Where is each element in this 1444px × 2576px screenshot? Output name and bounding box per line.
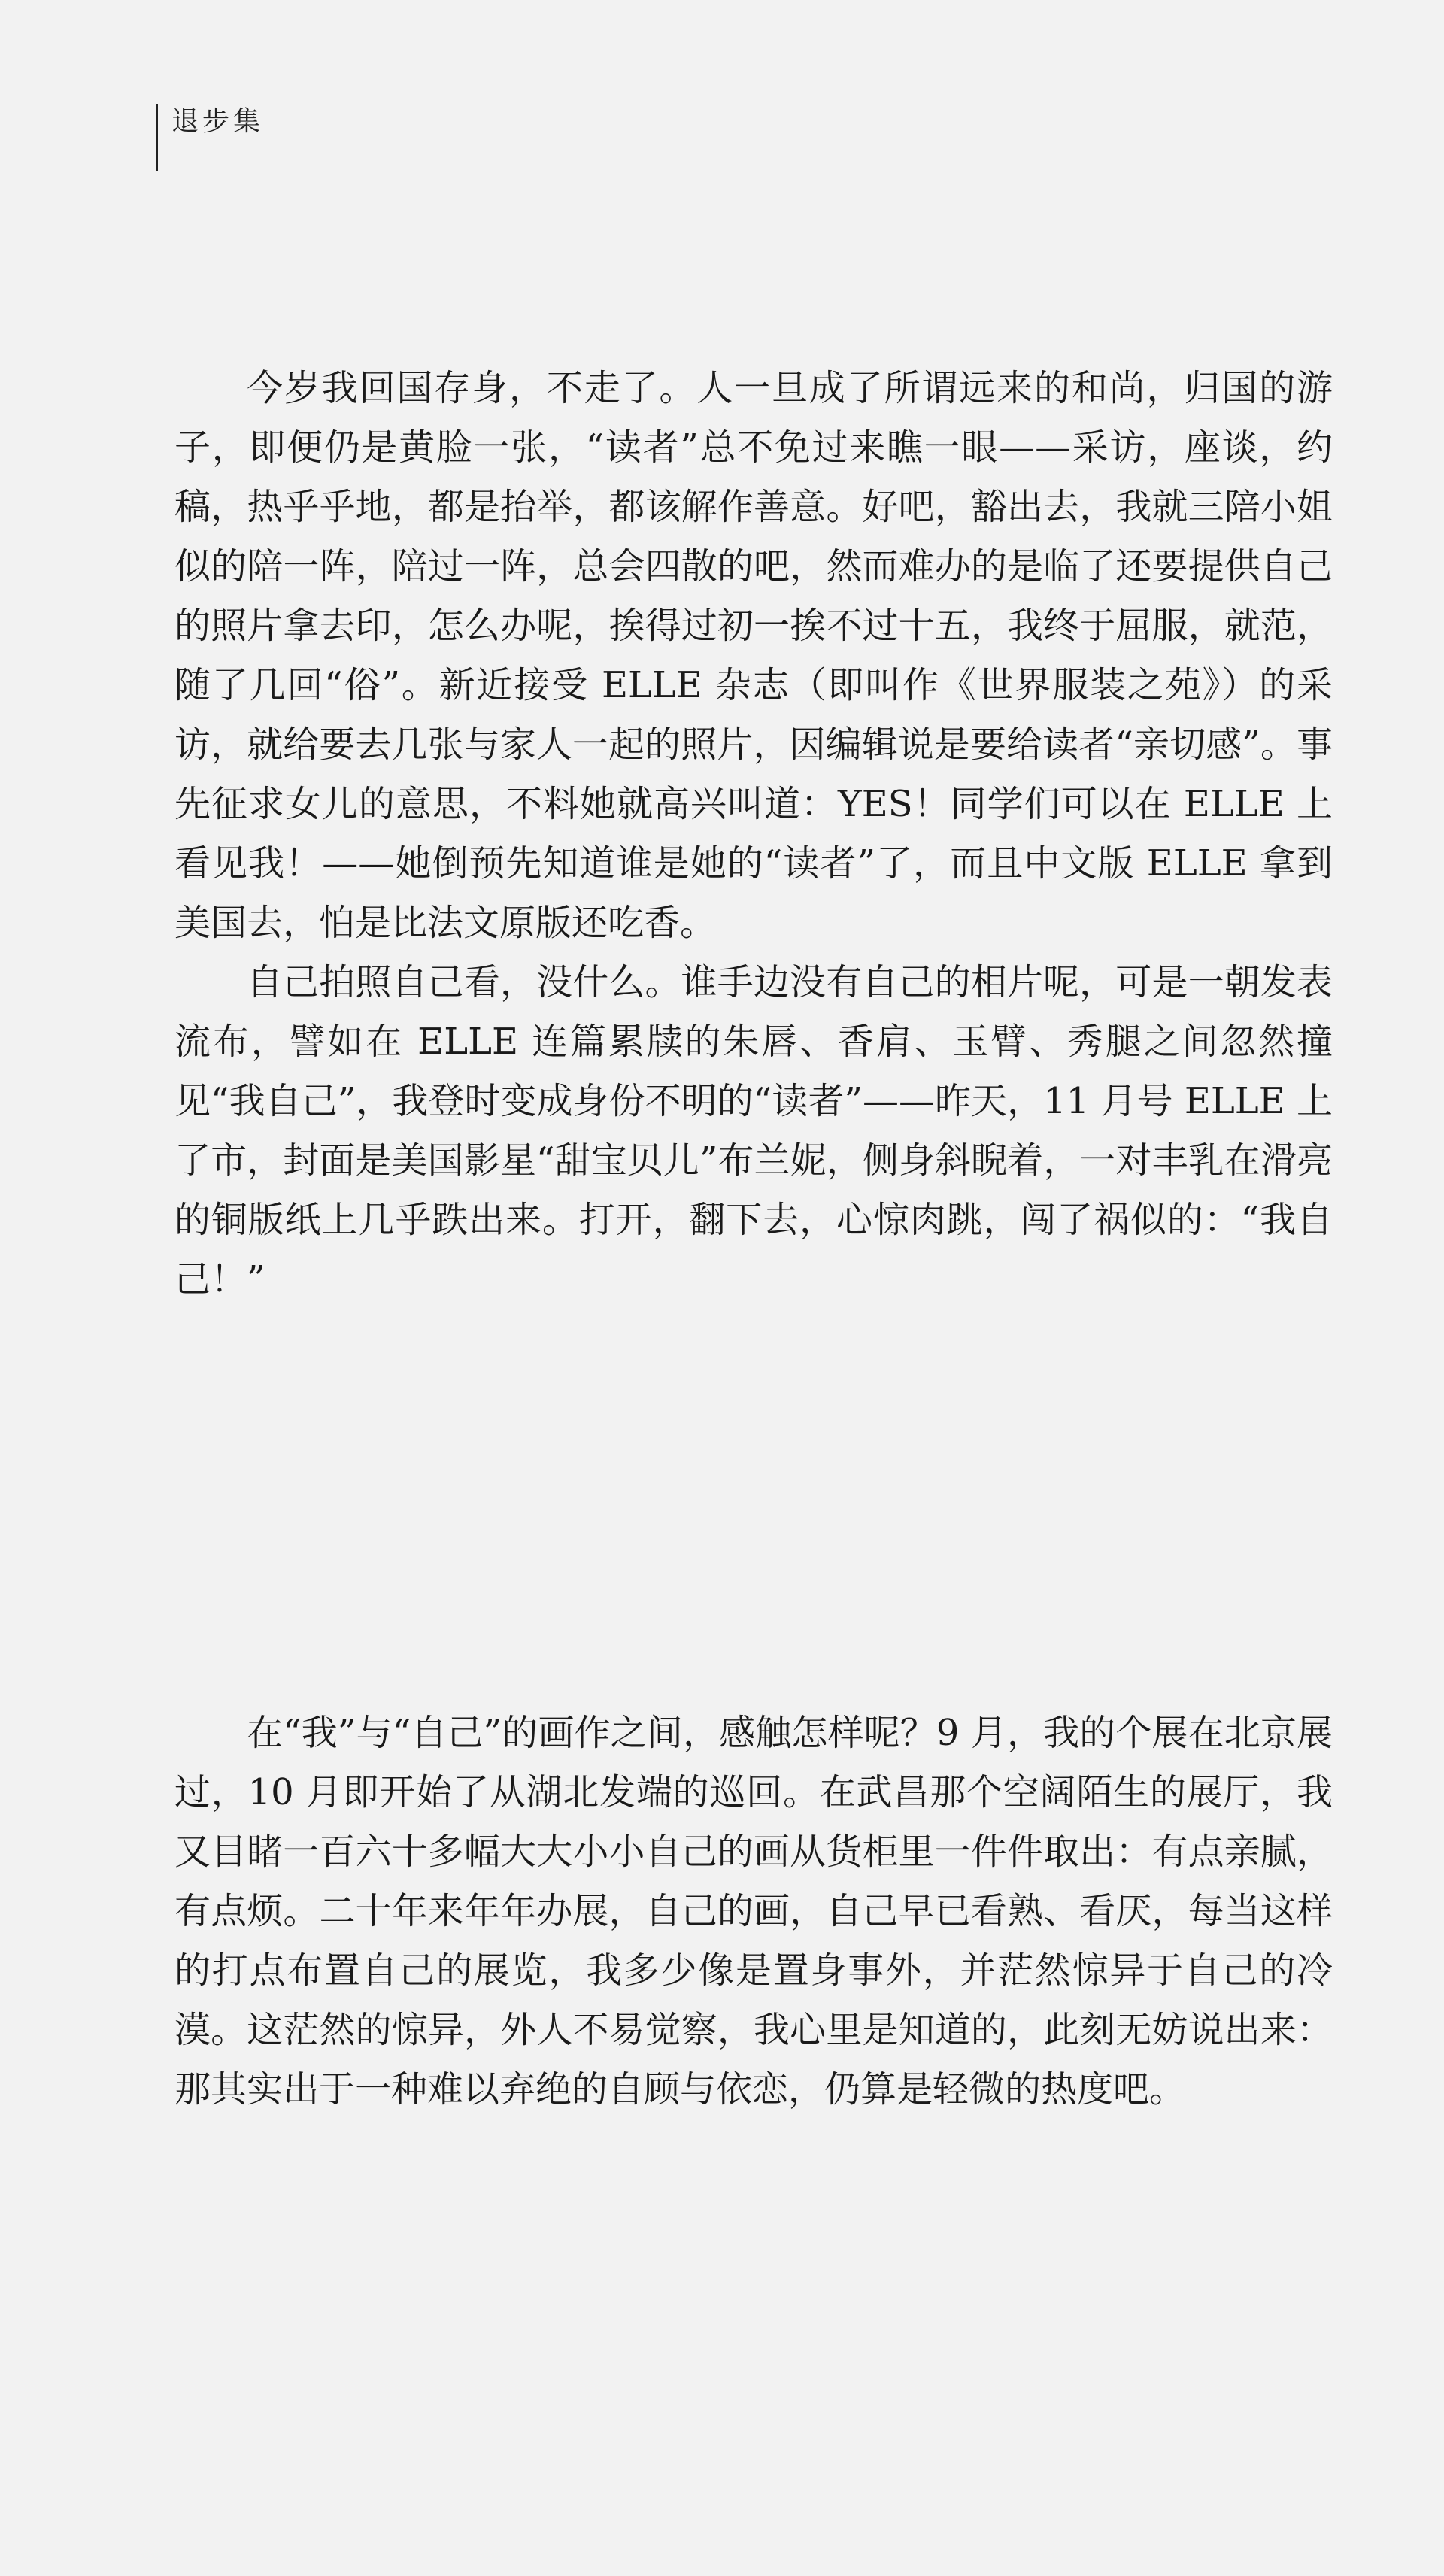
paragraph: 今岁我回国存身，不走了。人一旦成了所谓远来的和尚，归国的游子，即便仍是黄脸一张，“读者”总不免过来瞧一眼——采访，座谈，约稿，热乎乎地，都是抬举，都该解作善意。好吧，豁出去，我就三陪小姐似的陪一阵，陪过一阵，总会四散的吧，然而难办的是临了还要提供自己的照片拿去印，怎么办呢，挨得过初一挨不过十五，我终于屈服，就范，随了几回“俗”。新近接受 ELLE 杂志（即叫作《世界服装之苑》）的采访，就给要去几张与家人一起的照片，因编辑说是要给读者“亲切感”。事先征求女儿的意思，不料她就高兴叫道：YES！同学们可以在 ELLE 上看见我！——她倒预先知道谁是她的“读者”了，而且中文版 ELLE 拿到美国去，怕是比法文原版还吃香。 xyxy=(174,367,1333,944)
paragraph: 自己拍照自己看，没什么。谁手边没有自己的相片呢，可是一朝发表流布，譬如在 ELLE 连篇累牍的朱唇、香肩、玉臂、秀腿之间忽然撞见“我自己”，我登时变成身份不明的“读者”——昨天，11 月号 ELLE 上了市，封面是美国影星“甜宝贝儿”布兰妮，侧身斜睨着，一对丰乳在滑亮的铜版纸上几乎跌出来。打开，翻下去，心惊肉跳，闯了祸似的：“我自己！” xyxy=(174,961,1333,1300)
running-head-title: 退步集 xyxy=(171,106,265,137)
text-section-2 xyxy=(174,1704,1333,2119)
text-section-1 xyxy=(174,359,1333,1309)
paragraph: 在“我”与“自己”的画作之间，感触怎样呢？9 月，我的个展在北京展过，10 月即开始了从湖北发端的巡回。在武昌那个空阔陌生的展厅，我又目睹一百六十多幅大大小小自己的画从货柜里一件件取出：有点亲腻，有点烦。二十年来年年办展，自己的画，自己早已看熟、看厌，每当这样的打点布置自己的展览，我多少像是置身事外，并茫然惊异于自己的冷漠。这茫然的惊异，外人不易觉察，我心里是知道的，此刻无妨说出来：那其实出于一种难以弃绝的自顾与依恋，仍算是轻微的热度吧。 xyxy=(174,1712,1333,2110)
running-head xyxy=(156,104,265,171)
